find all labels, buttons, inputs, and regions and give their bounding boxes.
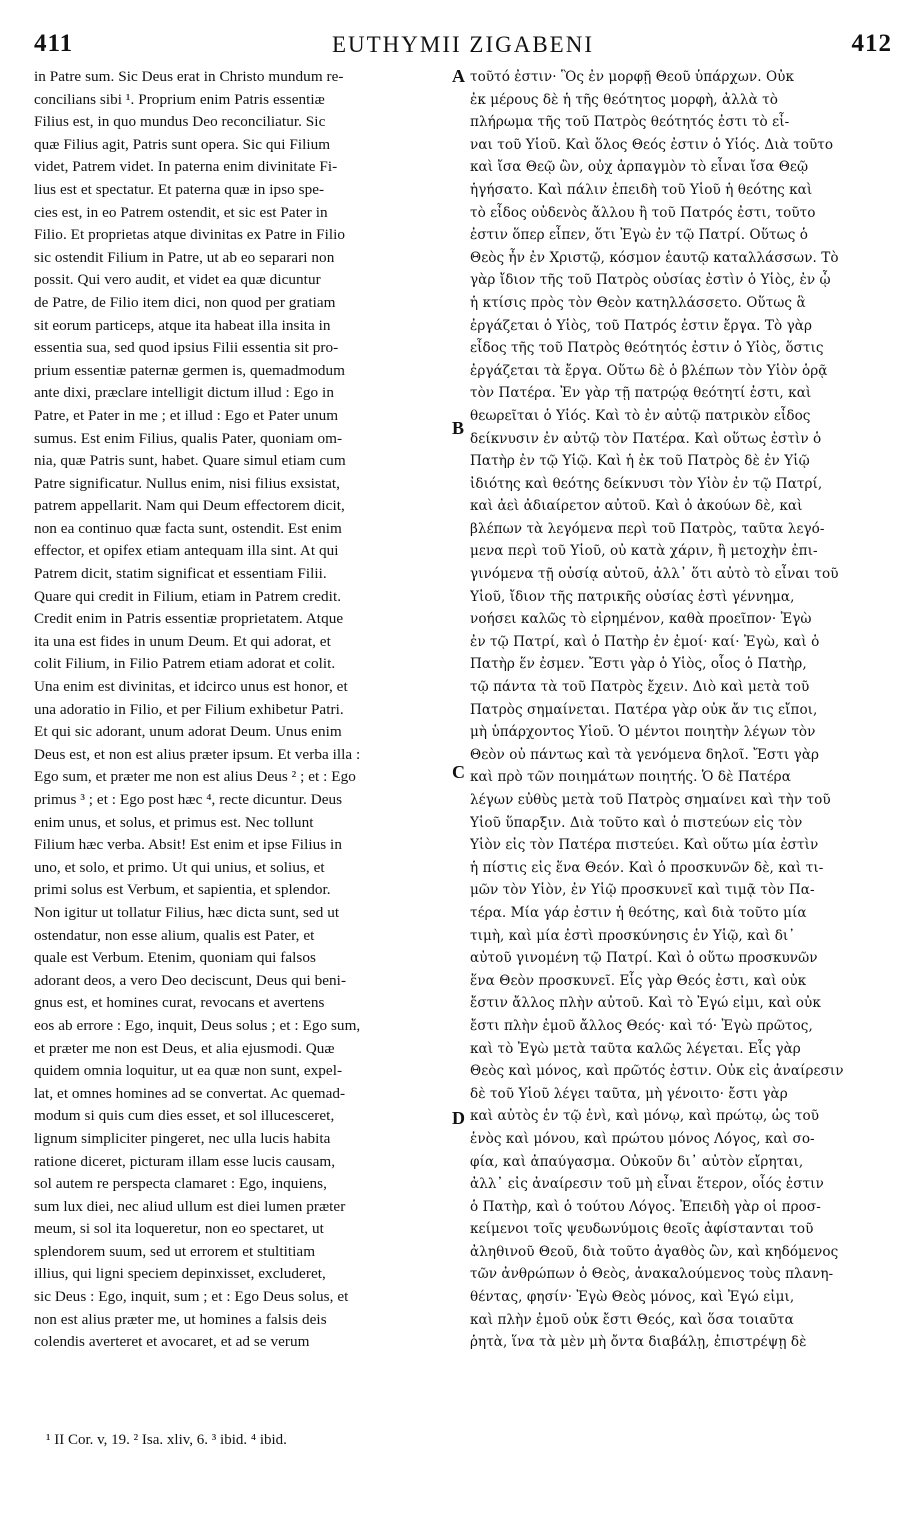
latin-text-line: lat, et omnes homines ad se convertat. Ac quemad- <box>34 1084 346 1102</box>
latin-text-line: Patre, et Pater in me ; et illud : Ego et Pater unum <box>34 406 339 424</box>
latin-text-line: Patre significatur. Nullus enim, nisi filius exsistat, <box>34 474 340 492</box>
footnotes: ¹ II Cor. v, 19. ² Isa. xliv, 6. ³ ibid. ⁴ ibid. <box>46 1432 287 1448</box>
greek-text-line: καὶ ἴσα Θεῷ ὢν, οὐχ ἁρπαγμὸν τὸ εἶναι ἴσα Θεῷ <box>470 159 809 176</box>
latin-text-line: una adoratio in Filio, et per Filium exhibetur Patri. <box>34 700 344 718</box>
latin-text-line: colit Filium, in Filio Patrem etiam adorat et colit. <box>34 655 336 673</box>
greek-text-line: νοήσει καλῶς τὸ εἰρημένον, καθὰ προεῖπον· Ἐγὼ <box>470 611 812 628</box>
margin-letter-d: D <box>452 1108 465 1128</box>
greek-text-line: καὶ πλὴν ἐμοῦ οὐκ ἔστι Θεός, καὶ ὅσα τοιαῦτα <box>470 1311 794 1328</box>
greek-text-line: ναι τοῦ Υἱοῦ. Καὶ ὅλος Θεός ἐστιν ὁ Υἱός. Διὰ τοῦτο <box>470 136 834 153</box>
greek-text-line: ἡ πίστις εἰς ἕνα Θεόν. Καὶ ὁ προσκυνῶν δὲ, καὶ τι- <box>470 859 824 876</box>
greek-text-line: Θεὸς καὶ μόνος, καὶ πρῶτός ἐστιν. Οὐκ εἰς ἀναίρεσιν <box>470 1063 844 1080</box>
greek-text-line: βλέπων τὰ λεγόμενα περὶ τοῦ Πατρὸς, ταῦτα λεγό- <box>470 520 825 537</box>
margin-letter-b: B <box>452 418 465 438</box>
greek-text-line: θεωρεῖται ὁ Υἱός. Καὶ τὸ ἐν αὐτῷ πατρικὸν εἶδος <box>470 407 811 424</box>
greek-text-line: θέντας, φησίν· Ἐγὼ Θεὸς μόνος, καὶ Ἐγώ εἰμι, <box>470 1289 795 1306</box>
latin-text-line: Credit enim in Patris essentiæ proprietatem. Atque <box>34 610 344 628</box>
greek-text-line: Υἱοῦ ὕπαρξιν. Διὰ τοῦτο καὶ ὁ πιστεύων εἰς τὸν <box>470 814 803 831</box>
greek-text-line: καὶ αὐτὸς ἐν τῷ ἑνὶ, καὶ μόνῳ, καὶ πρώτῳ, ὡς τοῦ <box>470 1108 820 1125</box>
latin-text-line: possit. Qui vero audit, et videt ea quæ dicuntur <box>34 271 321 289</box>
greek-text-line: ἡ κτίσις πρὸς τὸν Θεὸν κατηλλάσσετο. Οὕτως ἃ <box>470 294 806 311</box>
latin-text-line: Ego sum, et præter me non est alius Deus ² ; et : Ego <box>34 768 356 786</box>
latin-text-line: Una enim est divinitas, et idcirco unus est honor, et <box>34 678 348 696</box>
greek-text-line: καὶ πρὸ τῶν ποιημάτων ποιητής. Ὁ δὲ Πατέρα <box>470 769 791 786</box>
latin-text-line: ratione diceret, picturam illam esse lucis causam, <box>34 1152 336 1170</box>
greek-text-line: ἐργάζεται τὰ ἔργα. Οὕτω δὲ ὁ βλέπων τὸν Υἱὸν ὁρᾷ <box>470 362 828 379</box>
greek-text-line: ἐκ μέρους δὲ ἡ τῆς θεότητος μορφὴ, ἀλλὰ τὸ <box>470 91 778 108</box>
latin-text-line: splendorem suum, sed ut errorem et stultitiam <box>34 1242 316 1260</box>
latin-text-line: nia, quæ Patris sunt, habet. Quare simul etiam cum <box>34 452 346 470</box>
page-number-right: 412 <box>851 30 892 57</box>
greek-text-line: κείμενοι τοῖς ψευδωνύμοις θεοῖς ἀφίστανται τοῦ <box>470 1221 814 1238</box>
greek-text-line: ἔστιν ἄλλος πλὴν αὐτοῦ. Καὶ τὸ Ἐγώ εἰμι, καὶ οὐκ <box>470 995 821 1012</box>
latin-text-line: modum si quis cum dies esset, et sol illucesceret, <box>34 1107 335 1125</box>
greek-text-line: ὁ Πατὴρ, καὶ ὁ τούτου Λόγος. Ἐπειδὴ γὰρ οἱ προσ- <box>470 1198 821 1215</box>
greek-text-line: λέγων εὐθὺς μετὰ τοῦ Πατρὸς σημαίνει καὶ τὴν τοῦ <box>470 792 831 808</box>
latin-text-line: primi solus est Verbum, et sapientia, et splendor. <box>34 881 331 899</box>
greek-text-line: καὶ ἀεὶ ἀδιαίρετον αὐτοῦ. Καὶ ὁ ἀκούων δὲ, καὶ <box>470 498 803 515</box>
greek-text-line: ἀλλ᾽ εἰς ἀναίρεσιν τοῦ μὴ εἶναι ἕτερον, οἷός ἐστιν <box>470 1176 824 1193</box>
page-number-left: 411 <box>34 30 74 57</box>
latin-text-line: sic Deus : Ego, inquit, sum ; et : Ego Deus solus, et <box>34 1288 349 1306</box>
latin-text-line: sit eorum particeps, atque ita habeat illa insita in <box>34 316 331 334</box>
latin-text-line: Et qui sic adorant, unum adorat Deum. Unus enim <box>34 723 342 741</box>
greek-text-line: Πατὴρ ἐν τῷ Υἱῷ. Καὶ ἡ ἐκ τοῦ Πατρὸς δὲ ἐν Υἱῷ <box>470 453 810 470</box>
latin-text-line: enim unus, et solus, et primus est. Nec tollunt <box>34 813 314 831</box>
latin-text-line: gnus est, et homines curat, revocans et avertens <box>34 994 325 1012</box>
latin-text-line: essentia sua, sed quod ipsius Filii essentia sit pro- <box>34 339 339 357</box>
latin-text-line: quidem omnia loquitur, ut ea quæ non sunt, expel- <box>34 1062 343 1080</box>
latin-text-line: in Patre sum. Sic Deus erat in Christo mundum re- <box>34 68 344 85</box>
greek-text-line: φία, καὶ ἀπαύγασμα. Οὐκοῦν δι᾽ αὐτὸν εἴρηται, <box>470 1153 804 1170</box>
running-title: EUTHYMII ZIGABENI <box>331 32 595 57</box>
latin-text-line: cies est, in eo Patrem ostendit, et sic est Pater in <box>34 203 328 221</box>
latin-text-line: concilians sibi ¹. Proprium enim Patris essentiæ <box>34 90 325 108</box>
latin-text-line: illius, qui ligni speciem depinxisset, excluderet, <box>34 1265 326 1283</box>
greek-text-line: πλήρωμα τῆς τοῦ Πατρὸς θεότητός ἐστι τὸ εἶ- <box>470 114 790 131</box>
greek-text-line: ἀληθινοῦ Θεοῦ, διὰ τοῦτο ἀγαθὸς ὢν, καὶ κηδόμενος <box>470 1243 839 1260</box>
latin-text-line: de Patre, de Filio item dici, non quod per gratiam <box>34 293 336 311</box>
greek-text-line: ἐν τῷ Πατρί, καὶ ὁ Πατὴρ ἐν ἐμοί· καί· Ἐγὼ, καὶ ὁ <box>470 633 820 650</box>
margin-letter-c: C <box>452 762 465 782</box>
latin-text-line: Quare qui credit in Filium, etiam in Patrem credit. <box>34 587 342 605</box>
greek-text-line: τοῦτό ἐστιν· Ὃς ἐν μορφῇ Θεοῦ ὑπάρχων. Οὐκ <box>470 69 795 85</box>
latin-text-line: ante dixi, præclare intelligit dictum illud : Ego in <box>34 384 334 402</box>
greek-text-line: δείκνυσιν ἐν αὐτῷ τὸν Πατέρα. Καὶ οὕτως ἐστὶν ὁ <box>470 430 822 447</box>
latin-text-line: sumus. Est enim Filius, qualis Pater, quoniam om- <box>34 429 343 447</box>
latin-text-line: Filius est, in quo mundus Deo reconciliatur. Sic <box>34 113 326 131</box>
greek-text-line: γὰρ ἴδιον τῆς τοῦ Πατρὸς οὐσίας ἐστὶν ὁ Υἱὸς, ἐν ᾧ <box>470 272 831 289</box>
greek-text-line: γινόμενα τῇ οὐσίᾳ αὐτοῦ, ἀλλ᾽ ὅτι αὐτὸ τὸ εἶναι τοῦ <box>470 566 839 583</box>
greek-text-line: Υἱοῦ, ἴδιον τῆς πατρικῆς οὐσίας ἐστὶ γέννημα, <box>470 588 795 605</box>
latin-text-line: ita una est fides in unum Deum. Et qui adorat, et <box>34 632 331 650</box>
latin-text-line: Patrem dicit, statim significat et essentiam Filii. <box>34 565 327 583</box>
greek-text-line: τῶν ἀνθρώπων ὁ Θεὸς, ἀνακαλούμενος τοὺς πλανη- <box>470 1266 834 1283</box>
greek-text-line: ἕνα Θεὸν προσκυνεῖ. Εἷς γὰρ Θεός ἐστι, καὶ οὐκ <box>470 972 807 989</box>
greek-text-line: ἑνὸς καὶ μόνου, καὶ πρώτου μόνος Λόγος, καὶ σο- <box>470 1130 815 1147</box>
greek-text-line: τὸ εἶδος οὐδενὸς ἄλλου ἢ τοῦ Πατρός ἐστι, τοῦτο <box>470 204 816 221</box>
greek-text-line: μῶν τὸν Υἱὸν, ἐν Υἱῷ προσκυνεῖ καὶ τιμᾷ τὸν Πα- <box>470 882 815 899</box>
greek-text-line: Θεὸν οὐ πάντως καὶ τὰ γενόμενα δηλοῖ. Ἔστι γὰρ <box>470 746 820 763</box>
latin-text-line: sol autem re perspecta clamaret : Ego, inquiens, <box>34 1175 327 1193</box>
greek-text-line: καὶ τὸ Ἐγὼ μετὰ ταῦτα καλῶς λέγεται. Εἷς γὰρ <box>470 1040 801 1057</box>
greek-text-line: Πατρὸς σημαίνεται. Πατέρα γὰρ οὐκ ἄν τις εἴποι, <box>470 701 818 718</box>
latin-text-line: et præter me non est Deus, et alia ejusmodi. Quæ <box>34 1039 335 1057</box>
greek-text-line: ῥητὰ, ἵνα τὰ μὲν μὴ ὄντα διαβάλῃ, ἐπιστρέψῃ δὲ <box>470 1334 807 1351</box>
greek-text-line: ἰδιότης καὶ θεότης δείκνυσι τὸν Υἱὸν ἐν τῷ Πατρί, <box>470 475 823 492</box>
greek-text-line: Πατὴρ ἕν ἐσμεν. Ἔστι γὰρ ὁ Υἱὸς, οἷος ὁ Πατὴρ, <box>470 656 807 673</box>
greek-text-line: εἶδος τῆς τοῦ Πατρὸς θεότητός ἐστιν ὁ Υἱὸς, ὅστις <box>470 340 824 357</box>
latin-text-line: Deus est, et non est alius præter ipsum. Et verba illa : <box>34 745 361 763</box>
greek-text-line: ἐργάζεται ὁ Υἱὸς, τοῦ Πατρός ἐστιν ἔργα. Τὸ γὰρ <box>470 317 813 334</box>
greek-column <box>470 66 890 1416</box>
margin-letter-a: A <box>452 66 465 86</box>
greek-text-line: ἔστι πλὴν ἐμοῦ ἄλλος Θεός· καὶ τό· Ἐγὼ πρῶτος, <box>470 1017 813 1034</box>
page-header <box>34 30 892 64</box>
greek-text-line: μὴ ὑπάρχοντος Υἱοῦ. Ὁ μέντοι ποιητὴν λέγων τὸν <box>470 724 816 741</box>
greek-text-line: αὐτοῦ γινομένη τῷ Πατρί. Καὶ ὁ οὕτω προσκυνῶν <box>470 950 818 967</box>
greek-text-line: Υἱὸν εἰς τὸν Πατέρα πιστεύει. Καὶ οὕτω μία ἐστὶν <box>470 837 819 854</box>
latin-column <box>34 66 446 1416</box>
latin-text-line: lignum simpliciter pingeret, nec ulla lucis habita <box>34 1129 331 1147</box>
latin-text-line: quæ Filius agit, Patris sunt opera. Sic qui Filium <box>34 135 331 153</box>
latin-text-line: effector, et opifex etiam antequam illa sint. At qui <box>34 542 339 560</box>
latin-text-line: sum lux diei, nec aliud ullum est diei lumen præter <box>34 1197 346 1215</box>
latin-text-line: videt, Patrem videt. In paterna enim divinitate Fi- <box>34 158 338 176</box>
latin-text-line: adorant deos, a vero Deo deciscunt, Deus qui beni- <box>34 971 347 989</box>
latin-text-line: quale est Verbum. Etenim, quoniam qui falsos <box>34 949 316 967</box>
greek-text-line: δὲ τοῦ Υἱοῦ λέγει ταῦτα, μὴ γένοιτο· ἔστι γὰρ <box>470 1085 788 1102</box>
latin-text-line: eos ab errore : Ego, inquit, Deus solus ; et : Ego sum, <box>34 1016 361 1034</box>
latin-text-line: uno, et solo, et primo. Ut qui unius, et solius, et <box>34 858 325 876</box>
latin-text-line: Filium hæc verba. Absit! Est enim et ipse Filius in <box>34 836 342 854</box>
greek-text-line: τὸν Πατέρα. Ἐν γὰρ τῇ πατρῴᾳ θεότητί ἐστι, καὶ <box>470 385 812 402</box>
greek-text-line: τιμὴ, καὶ μία ἐστὶ προσκύνησις ἐν Υἱῷ, καὶ δι᾽ <box>470 927 796 944</box>
latin-text-line: Filio. Et proprietas atque divinitas ex Patre in Filio <box>34 226 346 244</box>
latin-text-line: colendis averteret et avocaret, et ad se verum <box>34 1333 310 1351</box>
latin-text-line: patrem appellarit. Nam qui Deum effectorem dicit, <box>34 497 345 515</box>
latin-text-line: lius est et spectatur. Et paterna quæ in ipso spe- <box>34 180 325 198</box>
greek-text-line: τέρα. Μία γάρ ἐστιν ἡ θεότης, καὶ διὰ τοῦτο μία <box>470 904 807 921</box>
greek-text-line: ἐστιν ὅπερ εἶπεν, ὅτι Ἐγὼ ἐν τῷ Πατρί. Οὕτως ὁ <box>470 227 808 244</box>
latin-text-line: primus ³ ; et : Ego post hæc ⁴, recte dicuntur. Deus <box>34 791 343 808</box>
latin-text-line: non est alius præter me, ut homines a falsis deis <box>34 1310 327 1328</box>
greek-text-line: ἡγήσατο. Καὶ πάλιν ἐπειδὴ τοῦ Υἱοῦ ἡ θεότης καὶ <box>470 181 813 198</box>
latin-text-line: sic ostendit Filium in Patre, ut ab eo separari non <box>34 248 335 266</box>
greek-text-line: μενα περὶ τοῦ Υἱοῦ, οὐ κατὰ χάριν, ἢ μετοχὴν ἐπι- <box>470 543 818 560</box>
latin-text-line: meum, si sol ita loqueretur, non eo spectaret, ut <box>34 1220 324 1238</box>
latin-text-line: non ea continuo quæ facta sunt, ostendit. Est enim <box>34 519 342 537</box>
latin-text-line: Non igitur ut tollatur Filius, hæc dicta sunt, sed ut <box>34 903 340 921</box>
latin-text-line: ostendatur, non esse alium, qualis est Pater, et <box>34 926 315 944</box>
greek-text-line: Θεὸς ἦν ἐν Χριστῷ, κόσμον ἑαυτῷ καταλλάσσων. Τὸ <box>470 249 839 266</box>
greek-text-line: τῷ πάντα τὰ τοῦ Πατρὸς ἔχειν. Διὸ καὶ μετὰ τοῦ <box>470 679 810 696</box>
latin-text-line: prium essentiæ paternæ germen is, quemadmodum <box>34 361 346 379</box>
